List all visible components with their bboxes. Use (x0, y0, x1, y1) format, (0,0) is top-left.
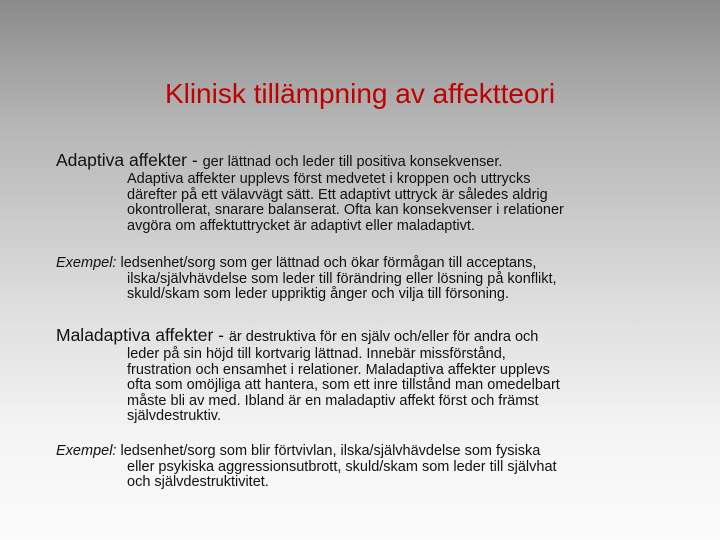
example-line: ilska/självhävdelse som leder till förändring eller lösning på konflikt, (127, 270, 557, 287)
example-line: skuld/skam som leder uppriktig ånger och vilja till försoning. (127, 286, 510, 302)
adaptive-heading: Adaptiva affekter - (56, 150, 198, 170)
example-label: Exempel: (56, 443, 117, 459)
example-text: ledsenhet/sorg som ger lättnad och ökar förmågan till acceptans, (120, 255, 537, 271)
body-line: frustration och ensamhet i relationer. Maladaptiva affekter upplevs (127, 361, 550, 378)
maladaptive-lead (56, 325, 656, 347)
adaptive-definition: ger lättnad och leder till positiva konsekvenser. (202, 154, 503, 170)
body-line: okontrollerat, snarare balanserat. Ofta kan konsekvenser i relationer (127, 202, 564, 218)
body-line: ofta som omöjliga att hantera, som ett inre tillstånd man omedelbart (127, 377, 560, 393)
maladaptive-section (56, 325, 656, 425)
example-rest (56, 460, 656, 491)
example-rest (56, 272, 656, 303)
example-text: ledsenhet/sorg som blir förtvivlan, ilska/självhävdelse som fysiska (120, 443, 541, 459)
maladaptive-definition: är destruktiva för en själv och/eller för andra och (228, 329, 539, 345)
body-line: avgöra om affektuttrycket är adaptivt eller maladaptivt. (127, 217, 475, 234)
example-first-line (56, 444, 656, 460)
example-line: och självdestruktivitet. (127, 474, 269, 490)
adaptive-section (56, 150, 656, 234)
maladaptive-heading: Maladaptiva affekter - (56, 325, 224, 345)
body-line: leder på sin höjd till kortvarig lättnad. Innebär missförstånd, (127, 346, 506, 362)
example-line: eller psykiska aggressionsutbrott, skuld/skam som leder till självhat (127, 458, 557, 475)
adaptive-example (56, 256, 656, 303)
body-line: Adaptiva affekter upplevs först medvetet i kroppen och uttrycks (127, 171, 531, 187)
adaptive-body (127, 172, 656, 234)
adaptive-lead (56, 150, 656, 172)
example-label: Exempel: (56, 255, 117, 271)
maladaptive-body (127, 347, 656, 425)
slide-title: Klinisk tillämpning av affektteori (164, 78, 556, 109)
body-line: måste bli av med. Ibland är en maladaptiv affekt först och främst (127, 392, 539, 409)
maladaptive-example (56, 444, 656, 491)
body-line: därefter på ett välavvägt sätt. Ett adaptivt uttryck är således aldrig (127, 186, 548, 203)
example-first-line (56, 256, 656, 272)
body-line: självdestruktiv. (127, 408, 222, 424)
